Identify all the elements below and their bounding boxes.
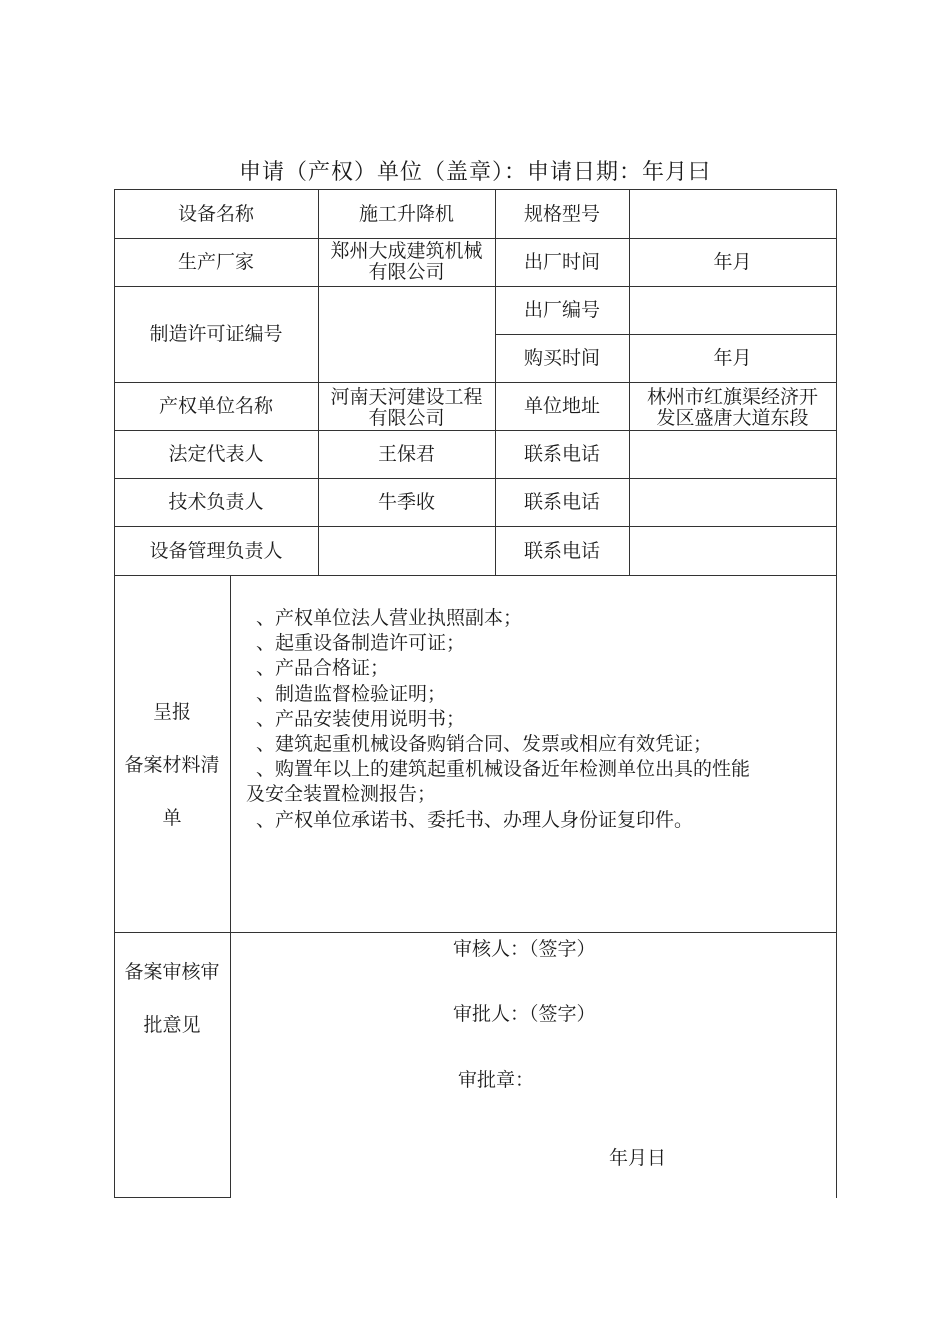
approval-date: 年月日 [609, 1147, 667, 1169]
address-value-line1: 林州市红旗渠经济开 [646, 385, 818, 408]
materials-label-line2: 备案材料清 [124, 754, 220, 776]
list-item: 、购置年以上的建筑起重机械设备近年检测单位出具的性能 [256, 758, 751, 781]
license-label: 制造许可证编号 [149, 323, 283, 345]
list-item: 及安全装置检测报告； [246, 783, 437, 806]
manufacturer-value-line2: 有限公司 [368, 261, 445, 283]
factory-no-value [629, 286, 836, 334]
approver-signature: 审批人：（签字） [453, 1003, 596, 1025]
mgmt-lead-label: 设备管理负责人 [149, 539, 283, 562]
list-item: 、产权单位法人营业执照副本； [256, 607, 523, 629]
owner-value-line2: 有限公司 [368, 406, 445, 429]
owner-value-line1: 河南天河建设工程 [330, 385, 483, 408]
equipment-name-value: 施工升降机 [358, 202, 454, 225]
mgmt-lead-value [318, 526, 495, 575]
page-header: 申请（产权）单位（盖章）：申请日期：年月曰 [238, 160, 711, 185]
phone-value-3 [629, 526, 836, 575]
list-item: 、起重设备制造许可证； [256, 632, 466, 655]
spec-value [629, 189, 836, 238]
manufacturer-label: 生产厂家 [177, 251, 254, 273]
equipment-name-label: 设备名称 [177, 202, 254, 225]
manufacturer-value-line1: 郑州大成建筑机械 [330, 240, 483, 262]
owner-value [318, 382, 495, 430]
address-value [629, 382, 836, 430]
materials-label-line3: 单 [162, 807, 182, 829]
tech-lead-value: 牛季收 [377, 491, 435, 513]
phone-value-2 [629, 478, 836, 526]
list-item: 、建筑起重机械设备购销合同、发票或相应有效凭证； [256, 733, 713, 756]
approval-seal: 审批章： [458, 1069, 535, 1091]
list-item: 、产品合格证； [256, 657, 390, 680]
reviewer-signature: 审核人：（签字） [453, 938, 596, 960]
purchase-date-value: 年月 [713, 347, 752, 369]
approval-label-line2: 批意见 [143, 1014, 201, 1036]
phone-label-2: 联系电话 [523, 491, 600, 513]
manufacturer-value [318, 238, 495, 286]
approval-label-line1: 备案审核审 [124, 961, 220, 983]
factory-date-label: 出厂时间 [523, 251, 600, 273]
purchase-date-label: 购买时间 [523, 347, 600, 369]
materials-label-line1: 呈报 [152, 701, 191, 723]
materials-list [246, 606, 826, 833]
address-value-line2: 发区盛唐大道东段 [656, 406, 809, 429]
legal-rep-value: 王保君 [377, 443, 435, 465]
legal-rep-label: 法定代表人 [168, 443, 264, 465]
list-item: 、制造监督检验证明； [256, 682, 447, 705]
license-value [318, 286, 495, 382]
owner-label: 产权单位名称 [158, 395, 273, 417]
phone-value-1 [629, 430, 836, 478]
spec-label: 规格型号 [523, 202, 600, 225]
phone-label-3: 联系电话 [523, 539, 600, 562]
factory-date-value: 年月 [713, 251, 752, 273]
list-item: 、产品安装使用说明书； [256, 707, 466, 730]
address-label: 单位地址 [523, 395, 600, 417]
list-item: 、产权单位承诺书、委托书、办理人身份证复印件。 [256, 808, 694, 831]
tech-lead-label: 技术负责人 [168, 491, 264, 513]
phone-label-1: 联系电话 [523, 443, 600, 465]
factory-no-label: 出厂编号 [523, 299, 600, 321]
